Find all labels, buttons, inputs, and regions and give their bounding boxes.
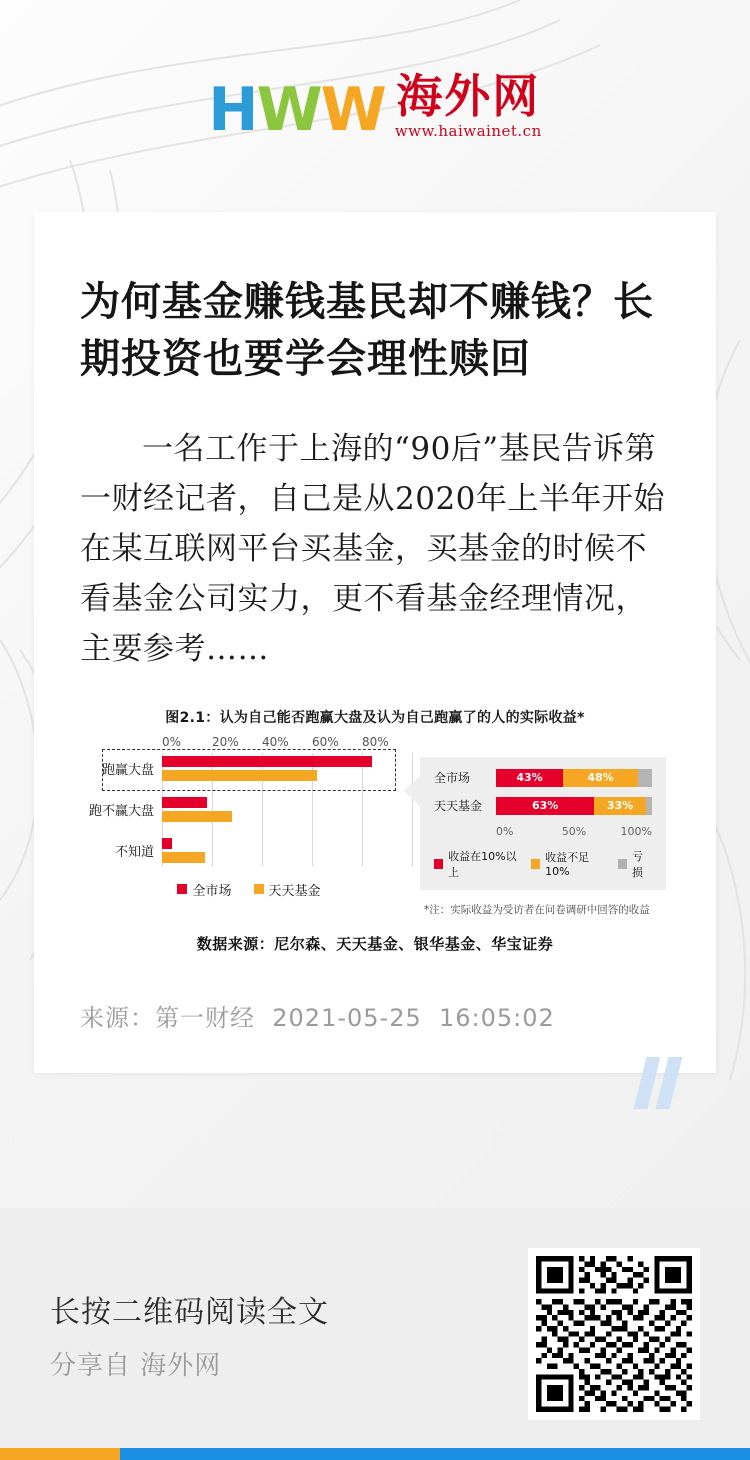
callout-tick-0: 0% [496, 824, 514, 838]
callout-legend-label: 亏损 [632, 849, 643, 879]
legend-swatch-icon [177, 884, 187, 894]
callout-legend-label: 收益不足10% [545, 851, 590, 879]
legend-swatch-icon [254, 884, 264, 894]
bar-market-underperform [162, 797, 207, 808]
bar-market-outperform [162, 756, 372, 767]
callout-row-market [434, 769, 652, 787]
legend-swatch-icon [531, 859, 540, 869]
article-body: 一名工作于上海的“90后”基民告诉第一财经记者，自己是从2020年上半年开始在某互联网平台买基金，买基金的时候不看基金公司实力，更不看基金经理情况，主要参考…… [80, 430, 665, 668]
x-tick-3: 60% [312, 734, 339, 749]
footer-secondary-text: 分享自 海外网 [50, 1350, 222, 1381]
article-title: 为何基金赚钱基民却不赚钱？长期投资也要学会理性赎回 [80, 278, 654, 382]
logo-letters [208, 75, 385, 146]
legend-label: 全市场 [192, 883, 232, 899]
chart-x-axis [84, 735, 414, 749]
qr-code[interactable] [528, 1248, 700, 1420]
bar-ttjj-outperform [162, 770, 317, 781]
callout-tick-1: 50% [561, 824, 587, 838]
x-tick-1: 20% [212, 734, 239, 749]
callout-row-label: 全市场 [434, 771, 471, 786]
callout-seg-high: 43% [496, 769, 563, 787]
chart-group-label: 不知道 [114, 844, 154, 860]
logo-chinese-name: 海外网 [396, 68, 541, 123]
chart-group-unknown [84, 835, 414, 866]
accent-blue [120, 1448, 750, 1460]
site-logo[interactable] [208, 68, 542, 146]
chart-group-label: 跑赢大盘 [101, 762, 154, 778]
figure-note: *注：实际收益为受访者在问卷调研中回答的收益 [424, 903, 650, 916]
article-figure [80, 701, 670, 964]
share-footer [0, 1208, 750, 1460]
logo-url: www.haiwainet.cn [394, 122, 542, 141]
legend-swatch-icon [434, 859, 443, 869]
bar-ttjj-underperform [162, 811, 232, 822]
callout-seg-loss [646, 797, 652, 815]
figure-title: 图2.1：认为自己能否跑赢大盘及认为自己跑赢了的人的实际收益* [165, 709, 585, 726]
footer-primary-text: 长按二维码阅读全文 [50, 1294, 329, 1330]
callout-row-ttjj [434, 797, 652, 815]
legend-item-market [177, 880, 231, 899]
figure-source: 数据来源：尼尔森、天天基金、银华基金、华宝证券 [196, 934, 554, 953]
article-card[interactable] [34, 212, 716, 1073]
meta-date: 2021-05-25 [272, 1003, 422, 1032]
legend-swatch-icon [618, 859, 627, 869]
meta-time: 16:05:02 [439, 1003, 555, 1032]
logo-letter-w1: W [256, 75, 321, 146]
figure-main-chart [84, 735, 414, 899]
logo-chinese-block [394, 68, 542, 141]
meta-source-label: 来源： [80, 1003, 155, 1032]
chart-group-label: 跑不赢大盘 [88, 803, 154, 819]
callout-seg-low: 33% [594, 797, 645, 815]
footer-text-block [50, 1287, 329, 1382]
chart-group-underperform [84, 794, 414, 825]
callout-legend-item-low [531, 848, 608, 880]
callout-legend [434, 848, 652, 880]
x-tick-2: 40% [262, 734, 289, 749]
callout-row-label: 天天基金 [434, 799, 483, 814]
callout-seg-high: 63% [496, 797, 594, 815]
callout-legend-item-loss [618, 848, 652, 880]
figure-callout-chart [420, 735, 666, 917]
logo-letter-w2: W [320, 75, 385, 146]
quote-mark-icon [640, 1057, 676, 1109]
callout-legend-label: 收益在10%以上 [448, 849, 517, 879]
callout-panel [420, 757, 666, 890]
callout-seg-low: 48% [563, 769, 638, 787]
chart-legend [84, 880, 414, 899]
x-tick-0: 0% [162, 734, 182, 749]
logo-letter-h: H [208, 75, 257, 146]
accent-orange [0, 1448, 120, 1460]
legend-item-ttjj [254, 880, 321, 899]
bar-ttjj-unknown [162, 852, 205, 863]
meta-source-name: 第一财经 [155, 1003, 255, 1032]
chart-group-outperform [84, 753, 414, 784]
callout-legend-item-high [434, 848, 521, 880]
bar-market-unknown [162, 838, 172, 849]
callout-seg-loss [638, 769, 652, 787]
article-meta [80, 998, 670, 1033]
x-tick-4: 80% [362, 734, 389, 749]
site-header [0, 0, 750, 212]
chart-plot-area [84, 753, 414, 866]
bottom-accent-bar [0, 1448, 750, 1460]
callout-tick-2: 100% [620, 824, 652, 838]
callout-axis [434, 825, 652, 838]
legend-label: 天天基金 [268, 883, 321, 899]
